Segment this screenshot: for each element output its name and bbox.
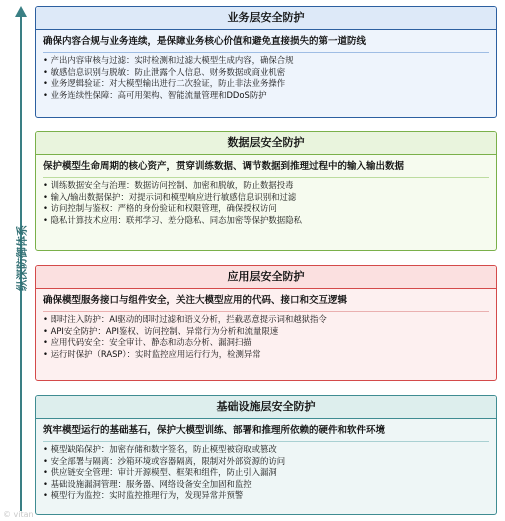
- item-text: 输入/输出数据保护：对提示词和模型响应进行敏感信息识别和过滤: [50, 191, 297, 202]
- business-layer-description: 确保内容合规与业务连续，是保障业务核心价值和避免直接损失的第一道防线: [43, 36, 367, 47]
- item-text: 供应链安全管理：审计开源模型、框架和组件，防止引入漏洞: [50, 467, 277, 478]
- list-item: • 安全部署与隔离：沙箱环境或容器隔离，限制对外部资源的访问: [43, 455, 286, 466]
- defense-depth-axis: [14, 6, 28, 511]
- application-layer-card: [35, 265, 497, 381]
- list-item: • 业务逻辑验证：对大模型输出进行二次验证，防止非法业务操作: [43, 78, 286, 89]
- data-layer-title: 数据层安全防护: [36, 132, 496, 155]
- item-text: 敏感信息识别与脱敏：防止泄露个人信息、财务数据或商业机密: [50, 66, 286, 77]
- item-text: 模型缺陷保护：加密存储和数字签名，防止模型被窃取或篡改: [50, 444, 277, 454]
- item-text: 访问控制与鉴权：严格的身份验证和权限管理，确保授权访问: [50, 203, 277, 214]
- item-text: 运行时保护（RASP）：实时监控应用运行行为，检测异常: [50, 348, 261, 359]
- item-text: 业务逻辑验证：对大模型输出进行二次验证，防止非法业务操作: [50, 78, 286, 89]
- list-item: • 应用代码安全：安全审计、静态和动态分析、漏洞扫描: [43, 337, 252, 348]
- application-layer-description: 确保模型服务接口与组件安全，关注大模型应用的代码、接口和交互逻辑: [43, 295, 348, 306]
- axis-label: 纵深防御体系: [15, 225, 29, 291]
- item-text: 安全部署与隔离：沙箱环境或容器隔离，限制对外部资源的访问: [50, 455, 286, 466]
- list-item: • 模型缺陷保护：加密存储和数字签名，防止模型被窃取或篡改: [43, 444, 277, 454]
- business-layer-card: [35, 6, 497, 118]
- list-item: • API安全防护：API鉴权、访问控制、异常行为分析和流量限速: [43, 325, 279, 336]
- list-item: • 模型行为监控：实时监控推理行为，发现异常并预警: [43, 490, 244, 501]
- infrastructure-layer-list: [36, 442, 496, 502]
- data-layer-description: 保护模型生命周期的核心资产，贯穿训练数据、调节数据到推理过程中的输入输出数据: [43, 161, 405, 172]
- infrastructure-layer-card: [35, 395, 497, 515]
- list-item: • 敏感信息识别与脱敏：防止泄露个人信息、财务数据或商业机密: [43, 66, 286, 77]
- item-text: 应用代码安全：安全审计、静态和动态分析、漏洞扫描: [50, 337, 252, 348]
- list-item: • 输入/输出数据保护：对提示词和模型响应进行敏感信息识别和过滤: [43, 191, 297, 202]
- list-item: • 访问控制与鉴权：严格的身份验证和权限管理，确保授权访问: [43, 203, 277, 214]
- list-item: • 产出内容审核与过滤：实时检测和过滤大模型生成内容，确保合规: [43, 55, 294, 65]
- list-item: • 运行时保护（RASP）：实时监控应用运行行为，检测异常: [43, 348, 261, 359]
- data-layer-list: [36, 178, 496, 226]
- item-text: API安全防护：API鉴权、访问控制、异常行为分析和流量限速: [50, 325, 279, 336]
- item-text: 业务连续性保障：高可用架构、智能流量管理和DDoS防护: [50, 89, 267, 100]
- business-layer-list: [36, 53, 496, 101]
- item-text: 模型行为监控：实时监控推理行为，发现异常并预警: [50, 490, 244, 501]
- list-item: • 隐私计算技术应用：联邦学习、差分隐私、同态加密等保护数据隐私: [43, 214, 302, 225]
- item-text: 基础设施漏洞管理：服务器、网络设备安全加固和监控: [50, 478, 252, 489]
- list-item: • 业务连续性保障：高可用架构、智能流量管理和DDoS防护: [43, 89, 267, 100]
- watermark: © vitan: [3, 510, 34, 519]
- business-layer-title: 业务层安全防护: [36, 7, 496, 30]
- item-text: 隐私计算技术应用：联邦学习、差分隐私、同态加密等保护数据隐私: [50, 214, 302, 225]
- infrastructure-layer-title: 基础设施层安全防护: [36, 396, 496, 419]
- infrastructure-layer-description: 筑牢模型运行的基础基石，保护大模型训练、部署和推理所依赖的硬件和软件环境: [43, 425, 386, 436]
- item-text: 即时注入防护：AI驱动的即时过滤和语义分析，拦截恶意提示词和越狱指令: [50, 314, 327, 324]
- application-layer-list: [36, 312, 496, 360]
- data-layer-card: [35, 131, 497, 251]
- item-text: 训练数据安全与治理：数据访问控制、加密和脱敏，防止数据投毒: [50, 180, 294, 190]
- list-item: • 训练数据安全与治理：数据访问控制、加密和脱敏，防止数据投毒: [43, 180, 294, 190]
- list-item: • 供应链安全管理：审计开源模型、框架和组件，防止引入漏洞: [43, 467, 277, 478]
- list-item: • 即时注入防护：AI驱动的即时过滤和语义分析，拦截恶意提示词和越狱指令: [43, 314, 327, 324]
- application-layer-title: 应用层安全防护: [36, 266, 496, 289]
- list-item: • 基础设施漏洞管理：服务器、网络设备安全加固和监控: [43, 478, 252, 489]
- item-text: 产出内容审核与过滤：实时检测和过滤大模型生成内容，确保合规: [50, 55, 294, 65]
